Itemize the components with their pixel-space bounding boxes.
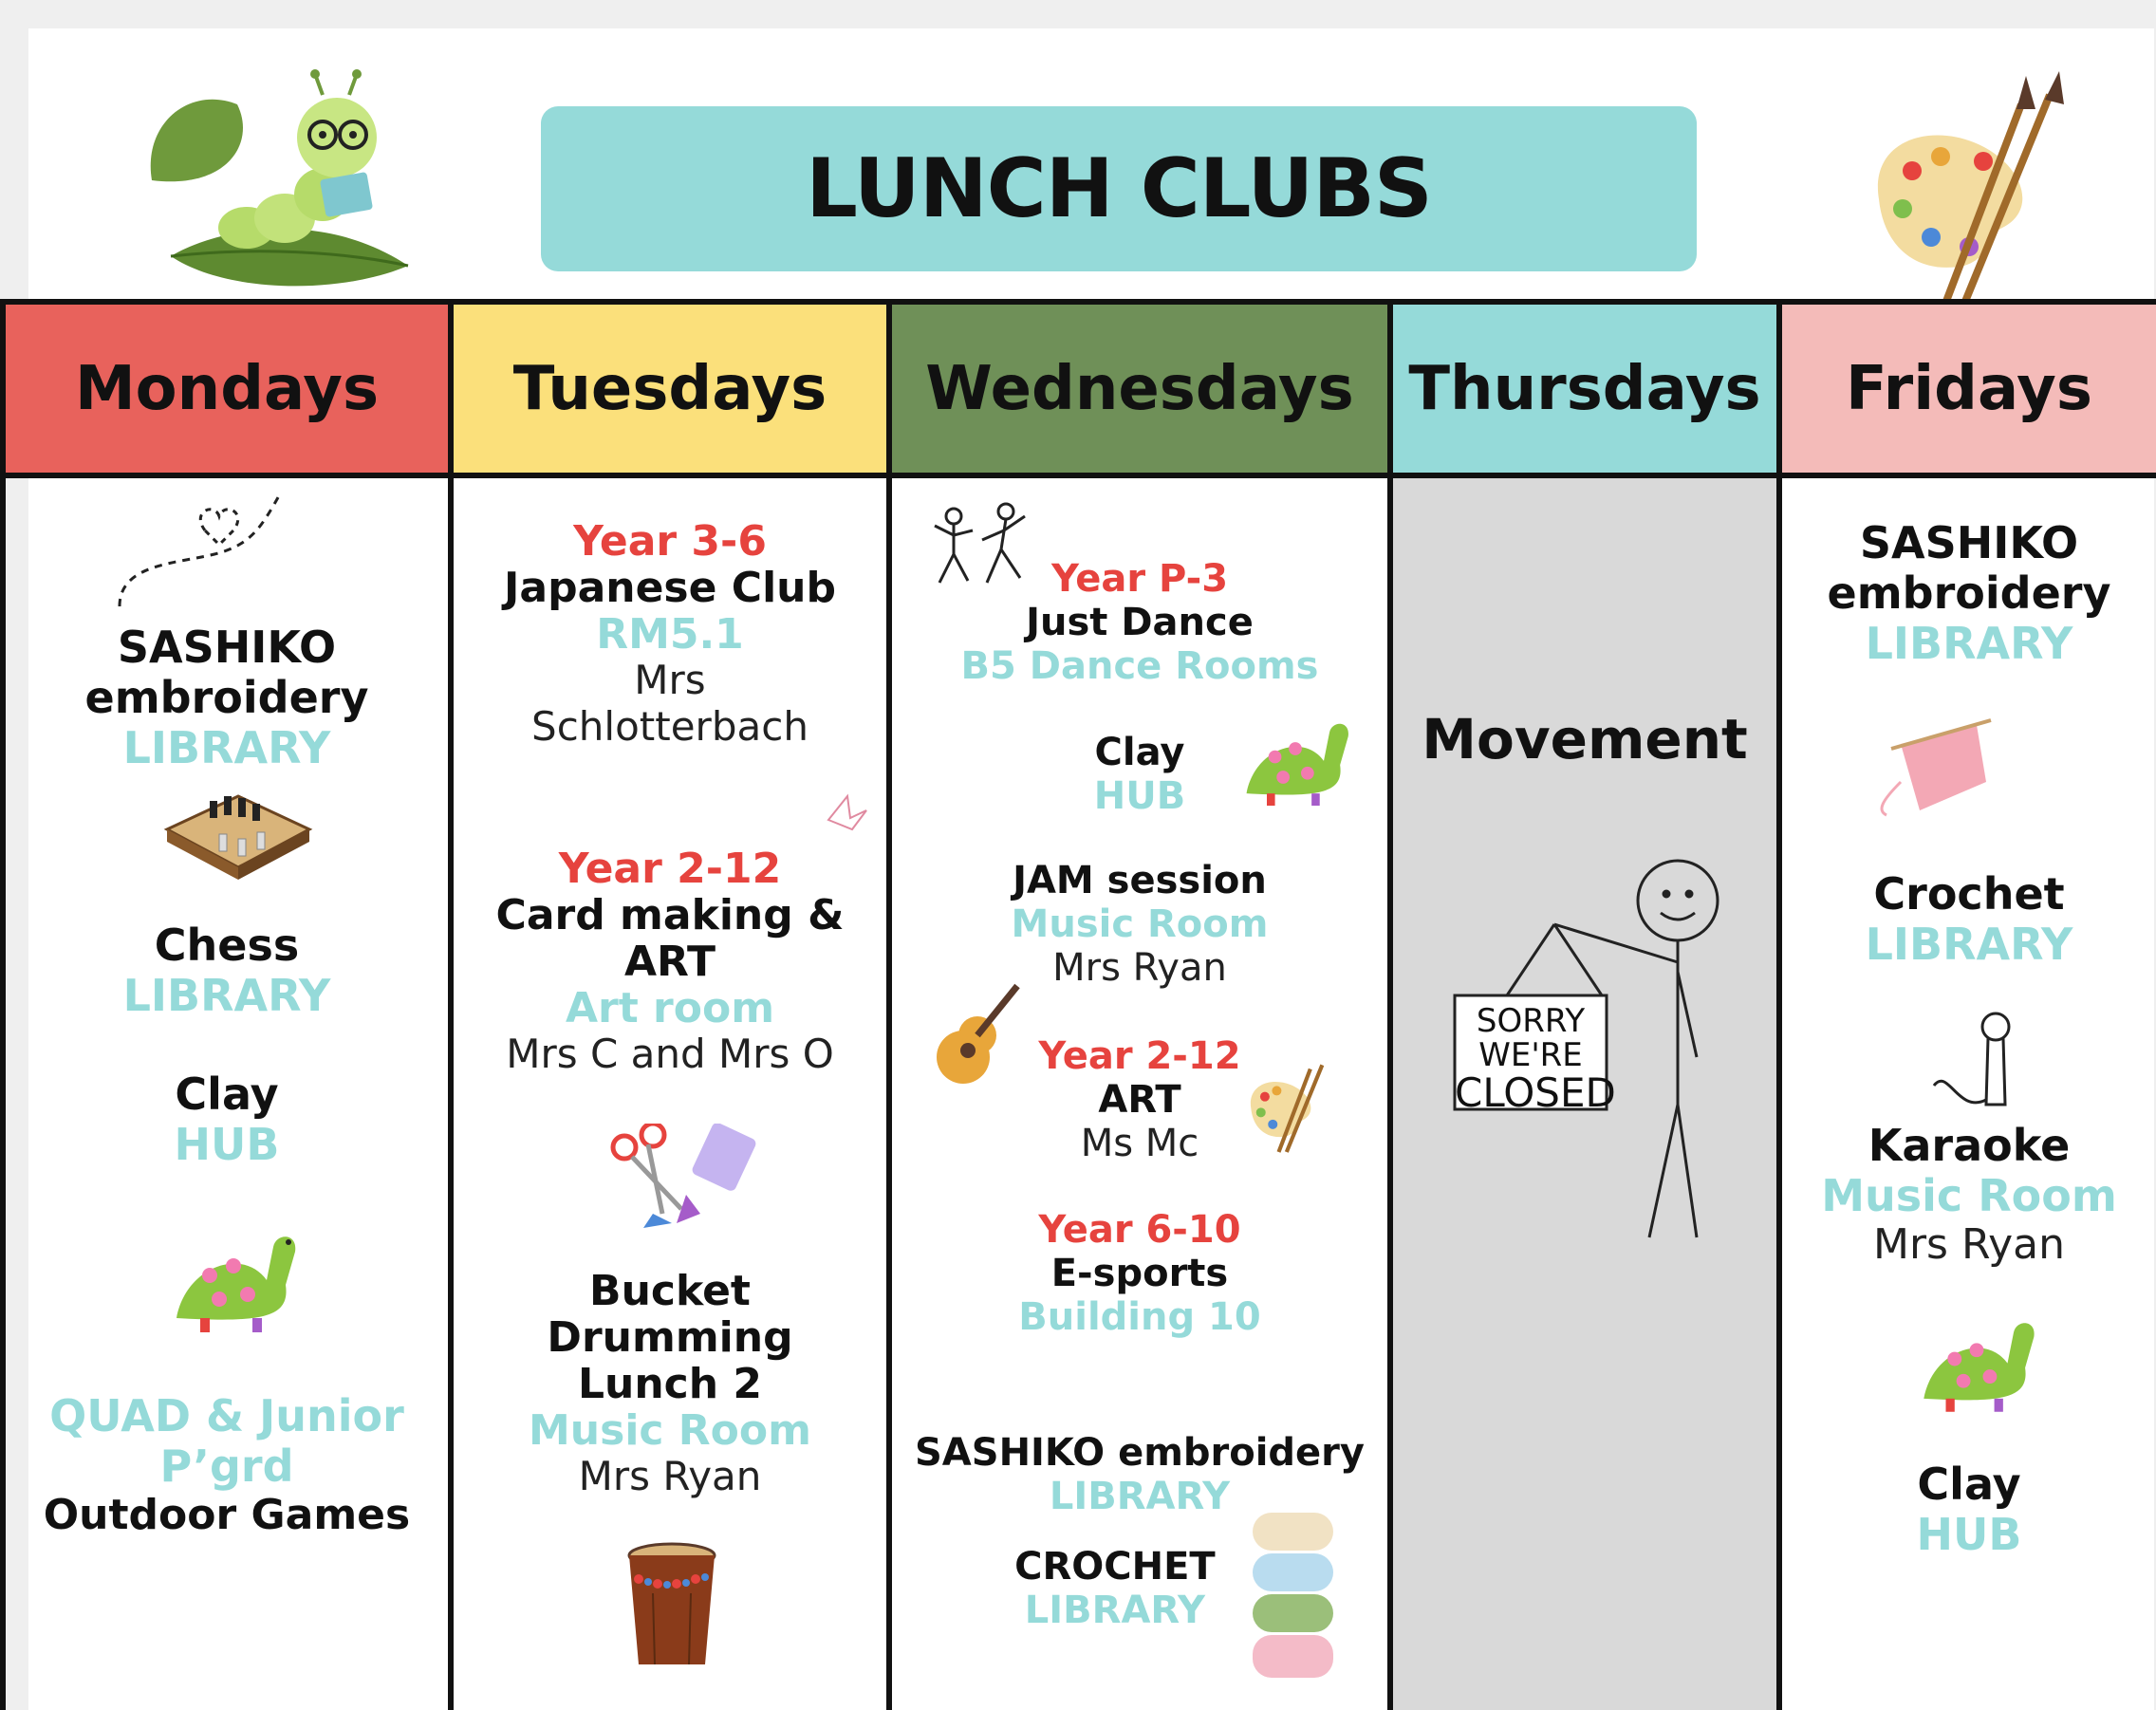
friday-crochet: Crochet bbox=[1873, 868, 2065, 920]
tuesday-drumming-name-2: Drumming bbox=[547, 1313, 793, 1362]
thursday-body bbox=[1393, 478, 1776, 1710]
dinosaur-icon bbox=[167, 1228, 300, 1337]
tuesday-drumming-name-3: Lunch 2 bbox=[577, 1360, 763, 1408]
closed-sign-line-1: SORRY bbox=[1476, 1002, 1586, 1040]
monday-chess: Chess bbox=[154, 920, 300, 971]
wednesday-art: ART bbox=[1098, 1078, 1181, 1122]
yarn-balls-icon bbox=[1248, 1508, 1338, 1683]
tuesday-drumming-teacher: Mrs Ryan bbox=[578, 1453, 762, 1499]
knitting-icon bbox=[1872, 716, 1996, 820]
thursday-movement: Movement bbox=[1422, 707, 1748, 771]
scissors-glue-icon bbox=[605, 1124, 767, 1228]
friday-sashiko-title: SASHIKO bbox=[1859, 517, 2079, 568]
schedule-grid bbox=[0, 299, 2156, 1710]
heart-dotted-line-icon bbox=[101, 488, 290, 611]
tuesday-japanese-club: Japanese Club bbox=[504, 564, 836, 612]
page-title: LUNCH CLUBS bbox=[806, 141, 1432, 236]
column-friday bbox=[1782, 305, 2156, 1710]
day-header-thursday: Thursdays bbox=[1393, 305, 1776, 478]
wednesday-jam-session: JAM session bbox=[1013, 859, 1267, 902]
paper-crane-icon bbox=[824, 791, 871, 839]
wednesday-dance-year: Year P-3 bbox=[1050, 557, 1229, 601]
monday-sashiko-location: LIBRARY bbox=[122, 722, 331, 773]
monday-chess-location: LIBRARY bbox=[122, 970, 331, 1021]
closed-sign-line-2: WE'RE bbox=[1478, 1035, 1583, 1074]
column-wednesday bbox=[892, 305, 1393, 1710]
wednesday-esports-year: Year 6-10 bbox=[1038, 1208, 1241, 1252]
drum-icon bbox=[624, 1541, 719, 1674]
wednesday-sashiko-location: LIBRARY bbox=[1049, 1475, 1231, 1518]
monday-quad-location: QUAD & Junior bbox=[49, 1390, 404, 1441]
monday-sashiko-title: SASHIKO bbox=[117, 622, 337, 673]
tuesday-card-name-2: ART bbox=[624, 938, 716, 986]
friday-sashiko-sub: embroidery bbox=[1827, 567, 2111, 619]
paint-palette-icon bbox=[1243, 1038, 1338, 1171]
title-banner bbox=[541, 106, 1697, 271]
tuesday-card-name-1: Card making & bbox=[495, 891, 845, 939]
tuesday-card-location: Art room bbox=[565, 984, 775, 1032]
wednesday-crochet: CROCHET bbox=[1014, 1545, 1216, 1589]
tuesday-card-teachers: Mrs C and Mrs O bbox=[506, 1031, 834, 1077]
monday-clay: Clay bbox=[175, 1069, 279, 1120]
wednesday-clay: Clay bbox=[1094, 731, 1185, 774]
wednesday-art-teacher: Ms Mc bbox=[1080, 1122, 1199, 1165]
microphone-icon bbox=[1920, 1010, 2024, 1114]
monday-clay-location: HUB bbox=[174, 1119, 280, 1170]
tuesday-japanese-teacher-2: Schlotterbach bbox=[531, 703, 808, 750]
day-header-friday: Fridays bbox=[1782, 305, 2156, 478]
monday-outdoor-games: Outdoor Games bbox=[43, 1491, 411, 1539]
tuesday-body bbox=[454, 478, 886, 1710]
day-header-wednesday: Wednesdays bbox=[892, 305, 1387, 478]
friday-karaoke-teacher: Mrs Ryan bbox=[1872, 1220, 2066, 1269]
friday-clay-location: HUB bbox=[1916, 1509, 2022, 1560]
wednesday-art-year: Year 2-12 bbox=[1038, 1034, 1241, 1078]
friday-crochet-location: LIBRARY bbox=[1865, 919, 2073, 970]
monday-body bbox=[6, 478, 448, 1710]
caterpillar-reading-icon bbox=[133, 66, 427, 294]
wednesday-esports-location: Building 10 bbox=[1018, 1295, 1261, 1339]
column-thursday bbox=[1393, 305, 1782, 1710]
dinosaur-icon bbox=[1238, 716, 1352, 810]
day-header-monday: Mondays bbox=[6, 305, 448, 478]
chess-board-icon bbox=[162, 787, 314, 882]
friday-karaoke: Karaoke bbox=[1868, 1120, 2071, 1171]
friday-body bbox=[1782, 478, 2156, 1710]
wednesday-crochet-location: LIBRARY bbox=[1024, 1589, 1205, 1632]
tuesday-drumming-name-1: Bucket bbox=[589, 1267, 751, 1315]
closed-sign-line-3: CLOSED bbox=[1455, 1069, 1616, 1117]
tuesday-drumming-location: Music Room bbox=[529, 1406, 811, 1455]
wednesday-esports: E-sports bbox=[1050, 1252, 1229, 1295]
column-tuesday bbox=[454, 305, 892, 1710]
tuesday-japanese-teacher-1: Mrs bbox=[634, 657, 706, 703]
wednesday-body bbox=[892, 478, 1387, 1710]
wednesday-jam-teacher: Mrs Ryan bbox=[1052, 946, 1227, 990]
day-header-tuesday: Tuesdays bbox=[454, 305, 886, 478]
tuesday-japanese-location: RM5.1 bbox=[596, 610, 744, 659]
paint-palette-icon bbox=[1860, 66, 2088, 313]
wednesday-just-dance: Just Dance bbox=[1026, 601, 1254, 644]
column-monday bbox=[0, 305, 454, 1710]
wednesday-jam-location: Music Room bbox=[1011, 902, 1269, 946]
wednesday-sashiko: SASHIKO embroidery bbox=[915, 1431, 1365, 1475]
tuesday-card-year: Year 2-12 bbox=[558, 845, 782, 893]
friday-sashiko-location: LIBRARY bbox=[1865, 618, 2073, 669]
tuesday-japanese-year: Year 3-6 bbox=[573, 517, 767, 566]
friday-karaoke-location: Music Room bbox=[1821, 1170, 2117, 1221]
wednesday-clay-location: HUB bbox=[1093, 774, 1186, 818]
monday-pgrd-location: P’grd bbox=[159, 1440, 294, 1492]
friday-clay: Clay bbox=[1917, 1459, 2021, 1510]
monday-sashiko-sub: embroidery bbox=[84, 672, 369, 723]
dinosaur-icon bbox=[1915, 1313, 2038, 1418]
wednesday-dance-location: B5 Dance Rooms bbox=[960, 644, 1319, 688]
closed-sign bbox=[1455, 1002, 1616, 1117]
